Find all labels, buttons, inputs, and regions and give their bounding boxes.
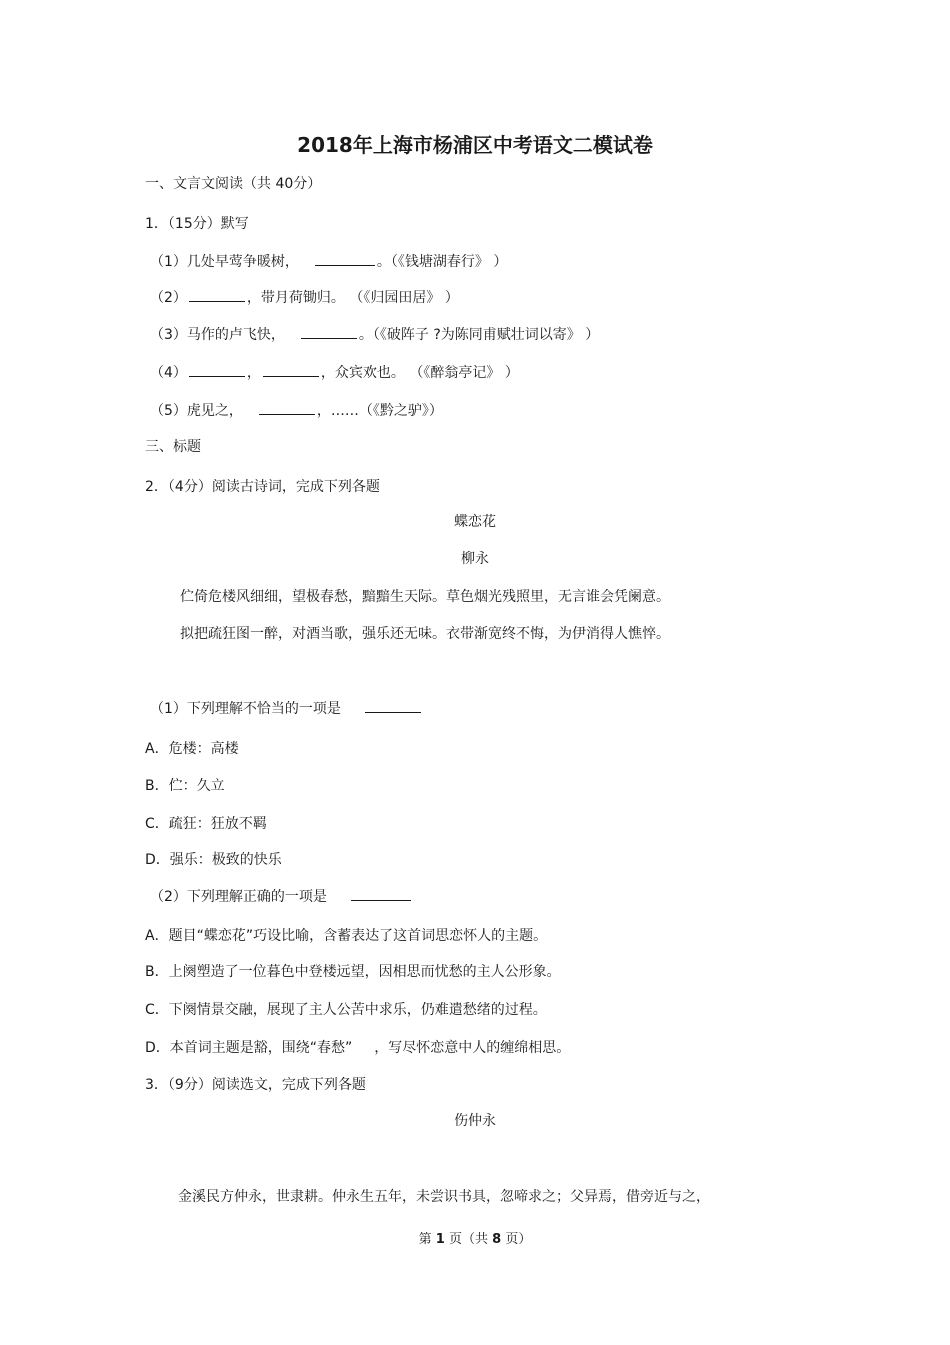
q2-sub1-option-b: B．伫：久立 — [145, 778, 225, 794]
question-1-heading: 1．（15分）默写 — [145, 216, 249, 232]
q2-sub2-option-d-suffix: ，写尽怀恋意中人的缠绵相思。 — [374, 1040, 571, 1056]
q2-sub2-option-a: A．题目“蝶恋花”巧设比喻，含蓄表达了这首词思恋怀人的主题。 — [145, 928, 548, 944]
q2-sub1 — [150, 698, 423, 719]
poem-line-1: 伫倚危楼风细细，望极春愁，黯黯生天际。草色烟光残照里，无言谁会凭阑意。 — [180, 589, 670, 605]
section-heading-title: 三、标题 — [145, 439, 201, 455]
q2-sub2-option-d-prefix: D．本首词主题是豁，围绕“春愁” — [145, 1040, 353, 1056]
answer-blank[interactable] — [189, 362, 245, 377]
footer-page-number: 1 — [435, 1232, 445, 1247]
q1-item-3-prefix: （3）马作的卢飞快， — [150, 327, 285, 343]
answer-blank[interactable] — [315, 251, 375, 266]
answer-blank[interactable] — [259, 400, 315, 415]
q2-sub2-text: （2）下列理解正确的一项是 — [150, 889, 327, 905]
q1-item-4-prefix: （4） — [150, 365, 187, 381]
answer-blank[interactable] — [189, 287, 245, 302]
poem-line-2: 拟把疏狂图一醉，对酒当歌，强乐还无味。衣带渐宽终不悔，为伊消得人憔悴。 — [180, 626, 670, 642]
footer-prefix: 第 — [418, 1232, 432, 1247]
q1-item-2-suffix: ，带月荷锄归。 （《归园田居》 ） — [246, 290, 459, 306]
q2-sub1-option-c: C．疏狂：狂放不羁 — [145, 816, 267, 832]
q1-item-1-suffix: 。（《钱塘湖春行》 ） — [376, 254, 508, 270]
footer-total-pages: 8 — [492, 1232, 502, 1247]
question-3-heading: 3．（9分）阅读选文，完成下列各题 — [145, 1077, 366, 1093]
q1-item-2-prefix: （2） — [150, 290, 187, 306]
answer-blank[interactable] — [263, 362, 319, 377]
section-heading-classical-reading: 一、文言文阅读（共 40分） — [145, 176, 322, 192]
page-title: 2018年上海市杨浦区中考语文二模试卷 — [297, 133, 653, 157]
answer-blank[interactable] — [351, 886, 411, 901]
q1-item-3-suffix: 。（《破阵子 ?为陈同甫赋壮词以寄》 ） — [358, 327, 600, 343]
q2-sub2-option-c: C．下阕情景交融，展现了主人公苦中求乐，仍难遣愁绪的过程。 — [145, 1002, 547, 1018]
q1-item-5 — [150, 400, 443, 421]
footer-suffix: 页） — [505, 1232, 532, 1247]
q2-sub2 — [150, 886, 413, 907]
q2-sub2-option-d — [145, 1038, 570, 1058]
q1-item-1-prefix: （1）几处早莺争暖树， — [150, 254, 299, 270]
page-footer — [0, 1230, 950, 1250]
q2-sub1-option-d: D．强乐：极致的快乐 — [145, 852, 282, 868]
q1-item-5-prefix: （5）虎见之， — [150, 403, 243, 419]
passage-line-1: 金溪民方仲永，世隶耕。仲永生五年，未尝识书具，忽啼求之；父异焉，借旁近与之， — [178, 1189, 710, 1205]
q1-item-3 — [150, 324, 599, 345]
poem-title: 蝶恋花 — [454, 514, 496, 530]
footer-middle: 页（共 — [448, 1232, 488, 1247]
q1-item-5-suffix: ，……（《黔之驴》） — [316, 403, 443, 419]
q1-item-4-comma: ， — [246, 365, 261, 381]
passage-title: 伤仲永 — [454, 1113, 496, 1129]
q1-item-4-suffix: ，众宾欢也。 （《醉翁亭记》 ） — [320, 365, 519, 381]
answer-blank[interactable] — [365, 698, 421, 713]
q1-item-2 — [150, 287, 459, 308]
q1-item-4 — [150, 362, 519, 383]
q1-item-1 — [150, 251, 507, 272]
question-2-heading: 2．（4分）阅读古诗词，完成下列各题 — [145, 479, 380, 495]
q2-sub2-option-b: B．上阕塑造了一位暮色中登楼远望，因相思而忧愁的主人公形象。 — [145, 964, 561, 980]
answer-blank[interactable] — [301, 324, 357, 339]
q2-sub1-option-a: A．危楼：高楼 — [145, 741, 239, 757]
q2-sub1-text: （1）下列理解不恰当的一项是 — [150, 701, 341, 717]
poem-author: 柳永 — [461, 551, 489, 567]
